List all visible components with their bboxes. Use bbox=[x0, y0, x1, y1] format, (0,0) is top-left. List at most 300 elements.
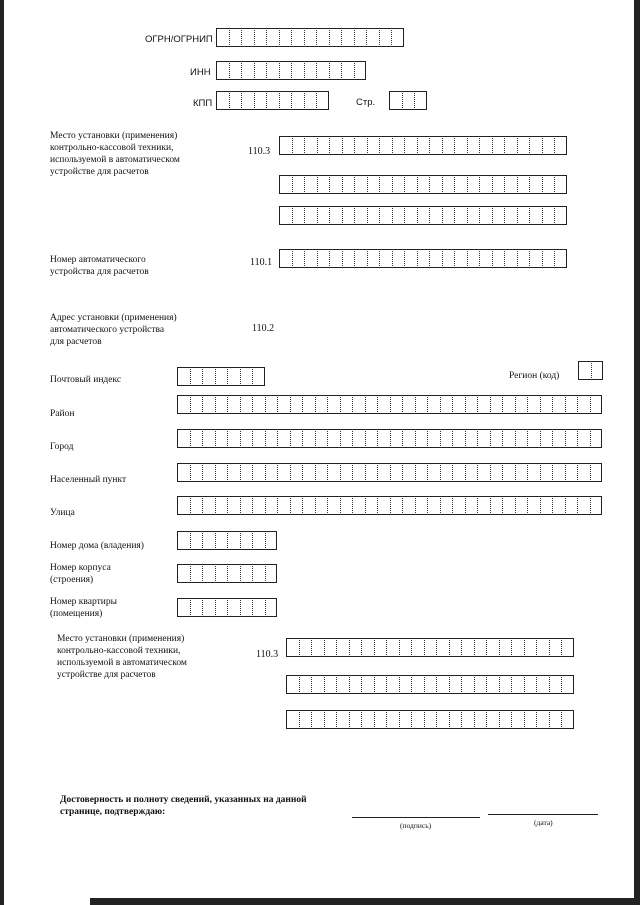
character-cell[interactable] bbox=[229, 61, 242, 80]
character-cell[interactable] bbox=[479, 206, 492, 225]
character-cell[interactable] bbox=[411, 638, 424, 657]
character-cell[interactable] bbox=[477, 463, 490, 482]
character-cell[interactable] bbox=[190, 463, 203, 482]
character-cell[interactable] bbox=[392, 136, 405, 155]
character-cell[interactable] bbox=[227, 429, 240, 448]
character-cell[interactable] bbox=[474, 675, 487, 694]
character-cell[interactable] bbox=[490, 496, 503, 515]
character-cell[interactable] bbox=[317, 175, 330, 194]
character-cell[interactable] bbox=[349, 638, 362, 657]
character-cell[interactable] bbox=[279, 91, 292, 110]
character-cell[interactable] bbox=[454, 175, 467, 194]
character-cell[interactable] bbox=[329, 206, 342, 225]
character-cell[interactable] bbox=[590, 496, 603, 515]
character-cell[interactable] bbox=[291, 28, 304, 47]
character-cell[interactable] bbox=[552, 429, 565, 448]
character-cell[interactable] bbox=[367, 136, 380, 155]
character-cell[interactable] bbox=[517, 136, 530, 155]
character-cell[interactable] bbox=[324, 638, 337, 657]
character-cell[interactable] bbox=[552, 395, 565, 414]
character-cell[interactable] bbox=[292, 206, 305, 225]
character-cell[interactable] bbox=[452, 463, 465, 482]
character-cell[interactable] bbox=[554, 175, 567, 194]
character-cell[interactable] bbox=[540, 463, 553, 482]
character-cell[interactable] bbox=[549, 675, 562, 694]
character-cell[interactable] bbox=[486, 638, 499, 657]
character-cell[interactable] bbox=[490, 429, 503, 448]
character-cell[interactable] bbox=[386, 710, 399, 729]
character-cell[interactable] bbox=[565, 429, 578, 448]
character-cell[interactable] bbox=[265, 531, 278, 550]
character-cell[interactable] bbox=[252, 531, 265, 550]
character-cell[interactable] bbox=[354, 136, 367, 155]
character-cell[interactable] bbox=[377, 429, 390, 448]
character-cell[interactable] bbox=[202, 429, 215, 448]
character-cell[interactable] bbox=[329, 175, 342, 194]
character-cell[interactable] bbox=[329, 61, 342, 80]
character-cell[interactable] bbox=[377, 496, 390, 515]
character-cell[interactable] bbox=[365, 429, 378, 448]
character-cell[interactable] bbox=[177, 463, 190, 482]
character-cell[interactable] bbox=[517, 175, 530, 194]
character-cell[interactable] bbox=[265, 395, 278, 414]
character-cell[interactable] bbox=[265, 496, 278, 515]
character-cell[interactable] bbox=[449, 675, 462, 694]
character-cell[interactable] bbox=[241, 28, 254, 47]
character-cell[interactable] bbox=[440, 429, 453, 448]
character-cell[interactable] bbox=[361, 710, 374, 729]
character-cell[interactable] bbox=[517, 249, 530, 268]
character-cell[interactable] bbox=[265, 564, 278, 583]
character-cell[interactable] bbox=[311, 710, 324, 729]
signature-line[interactable] bbox=[352, 817, 480, 818]
character-cell[interactable] bbox=[240, 429, 253, 448]
character-cell[interactable] bbox=[402, 463, 415, 482]
character-cell[interactable] bbox=[327, 395, 340, 414]
character-cell[interactable] bbox=[427, 463, 440, 482]
character-cell[interactable] bbox=[590, 463, 603, 482]
character-cell[interactable] bbox=[565, 463, 578, 482]
character-cell[interactable] bbox=[202, 531, 215, 550]
character-cell[interactable] bbox=[379, 206, 392, 225]
character-cell[interactable] bbox=[399, 675, 412, 694]
character-cell[interactable] bbox=[291, 91, 304, 110]
character-cell[interactable] bbox=[229, 28, 242, 47]
character-cell[interactable] bbox=[578, 361, 591, 380]
character-cell[interactable] bbox=[304, 136, 317, 155]
character-cell[interactable] bbox=[354, 61, 367, 80]
character-cell[interactable] bbox=[304, 91, 317, 110]
character-cell[interactable] bbox=[467, 136, 480, 155]
character-cell[interactable] bbox=[361, 675, 374, 694]
character-cell[interactable] bbox=[527, 463, 540, 482]
character-cell[interactable] bbox=[316, 28, 329, 47]
character-cell[interactable] bbox=[177, 367, 190, 386]
character-cell[interactable] bbox=[417, 136, 430, 155]
character-cell[interactable] bbox=[279, 249, 292, 268]
character-cell[interactable] bbox=[379, 136, 392, 155]
character-cell[interactable] bbox=[577, 429, 590, 448]
postal-code-field[interactable] bbox=[177, 367, 265, 386]
character-cell[interactable] bbox=[511, 710, 524, 729]
character-cell[interactable] bbox=[527, 429, 540, 448]
character-cell[interactable] bbox=[290, 429, 303, 448]
character-cell[interactable] bbox=[429, 175, 442, 194]
character-cell[interactable] bbox=[390, 463, 403, 482]
character-cell[interactable] bbox=[279, 28, 292, 47]
character-cell[interactable] bbox=[502, 463, 515, 482]
character-cell[interactable] bbox=[227, 496, 240, 515]
character-cell[interactable] bbox=[552, 496, 565, 515]
character-cell[interactable] bbox=[415, 496, 428, 515]
character-cell[interactable] bbox=[452, 429, 465, 448]
character-cell[interactable] bbox=[279, 61, 292, 80]
character-cell[interactable] bbox=[216, 28, 229, 47]
character-cell[interactable] bbox=[417, 206, 430, 225]
inn-field[interactable] bbox=[216, 61, 366, 80]
street-field[interactable] bbox=[177, 496, 602, 515]
character-cell[interactable] bbox=[215, 463, 228, 482]
district-field[interactable] bbox=[177, 395, 602, 414]
character-cell[interactable] bbox=[392, 206, 405, 225]
character-cell[interactable] bbox=[554, 206, 567, 225]
building-field[interactable] bbox=[177, 564, 277, 583]
character-cell[interactable] bbox=[190, 496, 203, 515]
character-cell[interactable] bbox=[254, 61, 267, 80]
character-cell[interactable] bbox=[442, 136, 455, 155]
character-cell[interactable] bbox=[342, 136, 355, 155]
character-cell[interactable] bbox=[354, 175, 367, 194]
character-cell[interactable] bbox=[467, 206, 480, 225]
character-cell[interactable] bbox=[461, 675, 474, 694]
character-cell[interactable] bbox=[340, 496, 353, 515]
character-cell[interactable] bbox=[465, 463, 478, 482]
character-cell[interactable] bbox=[302, 463, 315, 482]
character-cell[interactable] bbox=[316, 91, 329, 110]
character-cell[interactable] bbox=[479, 249, 492, 268]
character-cell[interactable] bbox=[436, 710, 449, 729]
character-cell[interactable] bbox=[377, 395, 390, 414]
character-cell[interactable] bbox=[499, 675, 512, 694]
character-cell[interactable] bbox=[402, 91, 415, 110]
character-cell[interactable] bbox=[265, 598, 278, 617]
character-cell[interactable] bbox=[390, 395, 403, 414]
character-cell[interactable] bbox=[490, 463, 503, 482]
character-cell[interactable] bbox=[202, 367, 215, 386]
character-cell[interactable] bbox=[229, 91, 242, 110]
character-cell[interactable] bbox=[277, 429, 290, 448]
character-cell[interactable] bbox=[415, 429, 428, 448]
character-cell[interactable] bbox=[361, 638, 374, 657]
character-cell[interactable] bbox=[536, 638, 549, 657]
character-cell[interactable] bbox=[340, 429, 353, 448]
character-cell[interactable] bbox=[327, 463, 340, 482]
character-cell[interactable] bbox=[341, 28, 354, 47]
character-cell[interactable] bbox=[215, 395, 228, 414]
character-cell[interactable] bbox=[440, 463, 453, 482]
character-cell[interactable] bbox=[327, 429, 340, 448]
character-cell[interactable] bbox=[577, 463, 590, 482]
character-cell[interactable] bbox=[515, 463, 528, 482]
character-cell[interactable] bbox=[467, 175, 480, 194]
kkt-place-2-field-line-3[interactable] bbox=[286, 710, 574, 729]
character-cell[interactable] bbox=[286, 710, 299, 729]
character-cell[interactable] bbox=[414, 91, 427, 110]
character-cell[interactable] bbox=[367, 175, 380, 194]
character-cell[interactable] bbox=[317, 136, 330, 155]
character-cell[interactable] bbox=[317, 249, 330, 268]
character-cell[interactable] bbox=[390, 496, 403, 515]
character-cell[interactable] bbox=[190, 429, 203, 448]
character-cell[interactable] bbox=[392, 175, 405, 194]
character-cell[interactable] bbox=[336, 638, 349, 657]
character-cell[interactable] bbox=[354, 206, 367, 225]
character-cell[interactable] bbox=[342, 249, 355, 268]
character-cell[interactable] bbox=[440, 496, 453, 515]
character-cell[interactable] bbox=[202, 395, 215, 414]
character-cell[interactable] bbox=[265, 463, 278, 482]
character-cell[interactable] bbox=[411, 675, 424, 694]
character-cell[interactable] bbox=[504, 206, 517, 225]
character-cell[interactable] bbox=[415, 463, 428, 482]
character-cell[interactable] bbox=[404, 175, 417, 194]
character-cell[interactable] bbox=[477, 395, 490, 414]
character-cell[interactable] bbox=[442, 175, 455, 194]
character-cell[interactable] bbox=[429, 136, 442, 155]
character-cell[interactable] bbox=[315, 395, 328, 414]
character-cell[interactable] bbox=[190, 367, 203, 386]
character-cell[interactable] bbox=[402, 496, 415, 515]
character-cell[interactable] bbox=[342, 206, 355, 225]
character-cell[interactable] bbox=[479, 136, 492, 155]
character-cell[interactable] bbox=[341, 61, 354, 80]
character-cell[interactable] bbox=[515, 429, 528, 448]
character-cell[interactable] bbox=[290, 496, 303, 515]
character-cell[interactable] bbox=[202, 598, 215, 617]
character-cell[interactable] bbox=[554, 136, 567, 155]
character-cell[interactable] bbox=[215, 564, 228, 583]
character-cell[interactable] bbox=[190, 564, 203, 583]
locality-field[interactable] bbox=[177, 463, 602, 482]
character-cell[interactable] bbox=[329, 28, 342, 47]
house-field[interactable] bbox=[177, 531, 277, 550]
character-cell[interactable] bbox=[517, 206, 530, 225]
character-cell[interactable] bbox=[240, 531, 253, 550]
character-cell[interactable] bbox=[286, 638, 299, 657]
character-cell[interactable] bbox=[549, 638, 562, 657]
character-cell[interactable] bbox=[454, 206, 467, 225]
character-cell[interactable] bbox=[417, 175, 430, 194]
character-cell[interactable] bbox=[227, 564, 240, 583]
character-cell[interactable] bbox=[427, 429, 440, 448]
character-cell[interactable] bbox=[291, 61, 304, 80]
character-cell[interactable] bbox=[465, 429, 478, 448]
character-cell[interactable] bbox=[590, 395, 603, 414]
character-cell[interactable] bbox=[311, 638, 324, 657]
character-cell[interactable] bbox=[227, 367, 240, 386]
character-cell[interactable] bbox=[227, 531, 240, 550]
character-cell[interactable] bbox=[216, 91, 229, 110]
character-cell[interactable] bbox=[529, 249, 542, 268]
date-line[interactable] bbox=[488, 814, 598, 815]
character-cell[interactable] bbox=[449, 710, 462, 729]
kkt-place-field-line-2[interactable] bbox=[279, 175, 567, 194]
character-cell[interactable] bbox=[252, 463, 265, 482]
character-cell[interactable] bbox=[474, 638, 487, 657]
character-cell[interactable] bbox=[202, 564, 215, 583]
character-cell[interactable] bbox=[440, 395, 453, 414]
character-cell[interactable] bbox=[540, 395, 553, 414]
character-cell[interactable] bbox=[190, 531, 203, 550]
character-cell[interactable] bbox=[411, 710, 424, 729]
character-cell[interactable] bbox=[177, 598, 190, 617]
character-cell[interactable] bbox=[327, 496, 340, 515]
character-cell[interactable] bbox=[379, 249, 392, 268]
character-cell[interactable] bbox=[302, 429, 315, 448]
character-cell[interactable] bbox=[399, 638, 412, 657]
character-cell[interactable] bbox=[252, 598, 265, 617]
character-cell[interactable] bbox=[340, 395, 353, 414]
character-cell[interactable] bbox=[577, 496, 590, 515]
character-cell[interactable] bbox=[304, 249, 317, 268]
character-cell[interactable] bbox=[379, 28, 392, 47]
character-cell[interactable] bbox=[366, 28, 379, 47]
character-cell[interactable] bbox=[290, 395, 303, 414]
character-cell[interactable] bbox=[474, 710, 487, 729]
character-cell[interactable] bbox=[461, 710, 474, 729]
character-cell[interactable] bbox=[177, 564, 190, 583]
character-cell[interactable] bbox=[492, 249, 505, 268]
character-cell[interactable] bbox=[342, 175, 355, 194]
character-cell[interactable] bbox=[215, 496, 228, 515]
kkt-place-2-field-line-1[interactable] bbox=[286, 638, 574, 657]
character-cell[interactable] bbox=[240, 395, 253, 414]
character-cell[interactable] bbox=[379, 175, 392, 194]
character-cell[interactable] bbox=[529, 175, 542, 194]
character-cell[interactable] bbox=[286, 675, 299, 694]
character-cell[interactable] bbox=[279, 136, 292, 155]
character-cell[interactable] bbox=[486, 710, 499, 729]
character-cell[interactable] bbox=[365, 463, 378, 482]
character-cell[interactable] bbox=[190, 598, 203, 617]
character-cell[interactable] bbox=[302, 496, 315, 515]
character-cell[interactable] bbox=[390, 429, 403, 448]
character-cell[interactable] bbox=[391, 28, 404, 47]
character-cell[interactable] bbox=[427, 496, 440, 515]
character-cell[interactable] bbox=[352, 395, 365, 414]
character-cell[interactable] bbox=[292, 249, 305, 268]
character-cell[interactable] bbox=[215, 598, 228, 617]
character-cell[interactable] bbox=[404, 136, 417, 155]
character-cell[interactable] bbox=[477, 496, 490, 515]
character-cell[interactable] bbox=[565, 395, 578, 414]
character-cell[interactable] bbox=[252, 429, 265, 448]
character-cell[interactable] bbox=[266, 91, 279, 110]
character-cell[interactable] bbox=[502, 429, 515, 448]
device-number-field[interactable] bbox=[279, 249, 567, 268]
character-cell[interactable] bbox=[492, 206, 505, 225]
character-cell[interactable] bbox=[329, 249, 342, 268]
character-cell[interactable] bbox=[427, 395, 440, 414]
character-cell[interactable] bbox=[565, 496, 578, 515]
character-cell[interactable] bbox=[429, 206, 442, 225]
character-cell[interactable] bbox=[402, 429, 415, 448]
character-cell[interactable] bbox=[561, 638, 574, 657]
character-cell[interactable] bbox=[424, 638, 437, 657]
character-cell[interactable] bbox=[354, 28, 367, 47]
character-cell[interactable] bbox=[254, 28, 267, 47]
character-cell[interactable] bbox=[442, 249, 455, 268]
character-cell[interactable] bbox=[461, 638, 474, 657]
character-cell[interactable] bbox=[202, 496, 215, 515]
character-cell[interactable] bbox=[502, 496, 515, 515]
character-cell[interactable] bbox=[240, 496, 253, 515]
character-cell[interactable] bbox=[266, 61, 279, 80]
character-cell[interactable] bbox=[492, 175, 505, 194]
character-cell[interactable] bbox=[336, 675, 349, 694]
character-cell[interactable] bbox=[417, 249, 430, 268]
character-cell[interactable] bbox=[277, 496, 290, 515]
character-cell[interactable] bbox=[349, 710, 362, 729]
character-cell[interactable] bbox=[290, 463, 303, 482]
character-cell[interactable] bbox=[529, 206, 542, 225]
character-cell[interactable] bbox=[511, 675, 524, 694]
character-cell[interactable] bbox=[215, 531, 228, 550]
character-cell[interactable] bbox=[389, 91, 402, 110]
character-cell[interactable] bbox=[340, 463, 353, 482]
character-cell[interactable] bbox=[299, 638, 312, 657]
character-cell[interactable] bbox=[527, 496, 540, 515]
kpp-field[interactable] bbox=[216, 91, 329, 110]
character-cell[interactable] bbox=[304, 28, 317, 47]
apartment-field[interactable] bbox=[177, 598, 277, 617]
character-cell[interactable] bbox=[279, 206, 292, 225]
character-cell[interactable] bbox=[402, 395, 415, 414]
character-cell[interactable] bbox=[240, 598, 253, 617]
character-cell[interactable] bbox=[279, 175, 292, 194]
character-cell[interactable] bbox=[311, 675, 324, 694]
character-cell[interactable] bbox=[277, 463, 290, 482]
character-cell[interactable] bbox=[392, 249, 405, 268]
character-cell[interactable] bbox=[465, 395, 478, 414]
character-cell[interactable] bbox=[177, 531, 190, 550]
character-cell[interactable] bbox=[404, 206, 417, 225]
character-cell[interactable] bbox=[479, 175, 492, 194]
character-cell[interactable] bbox=[467, 249, 480, 268]
character-cell[interactable] bbox=[502, 395, 515, 414]
character-cell[interactable] bbox=[527, 395, 540, 414]
city-field[interactable] bbox=[177, 429, 602, 448]
character-cell[interactable] bbox=[436, 675, 449, 694]
character-cell[interactable] bbox=[241, 91, 254, 110]
character-cell[interactable] bbox=[436, 638, 449, 657]
character-cell[interactable] bbox=[367, 206, 380, 225]
character-cell[interactable] bbox=[454, 249, 467, 268]
character-cell[interactable] bbox=[449, 638, 462, 657]
character-cell[interactable] bbox=[452, 395, 465, 414]
character-cell[interactable] bbox=[302, 395, 315, 414]
character-cell[interactable] bbox=[315, 429, 328, 448]
character-cell[interactable] bbox=[349, 675, 362, 694]
character-cell[interactable] bbox=[215, 367, 228, 386]
character-cell[interactable] bbox=[190, 395, 203, 414]
character-cell[interactable] bbox=[367, 249, 380, 268]
character-cell[interactable] bbox=[429, 249, 442, 268]
character-cell[interactable] bbox=[317, 206, 330, 225]
character-cell[interactable] bbox=[365, 496, 378, 515]
character-cell[interactable] bbox=[324, 675, 337, 694]
character-cell[interactable] bbox=[424, 675, 437, 694]
